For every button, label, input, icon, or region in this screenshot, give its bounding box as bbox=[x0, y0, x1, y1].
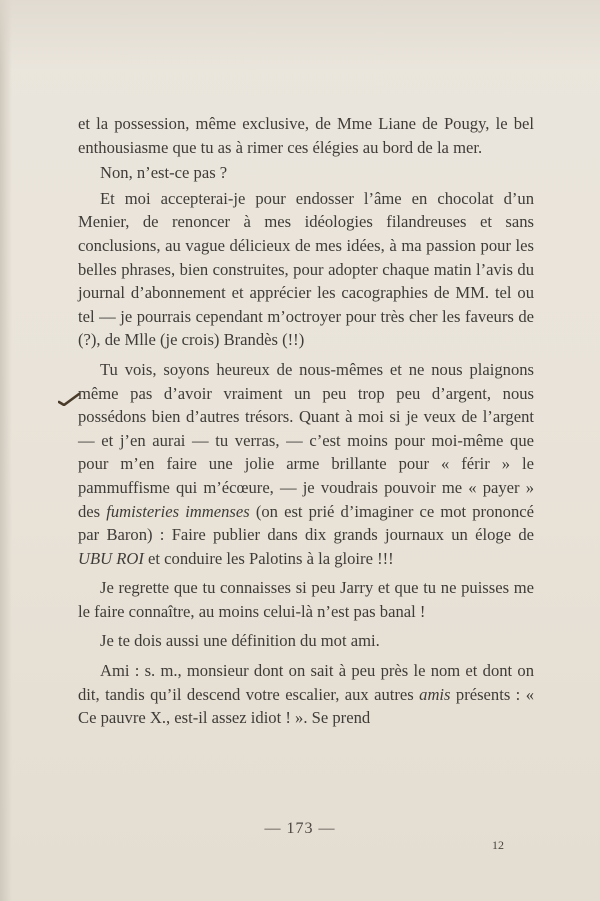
paragraph-4-italic-1: fumisteries immenses bbox=[106, 501, 250, 521]
pencil-check-mark-icon bbox=[58, 392, 80, 406]
paragraph-7-text-a: Ami : s. m., monsieur dont on sait à peu près le nom et dont on dit, tandis qu’il descend votre escalier, aux autres bbox=[78, 661, 534, 704]
paragraph-4-text-a: Tu vois, soyons heureux de nous-mêmes et ne nous plaignons même pas d’avoir vraiment un peu trop peu d’argent, nous possédons bien d’autres trésors. Quant à moi si je veux de l’argent — et j’en aurai — tu verras, — c’est moins pour moi-même que pour m’en faire une jolie arme brillante pour « férir » le pammuffisme qui m’écœure, — je voudrais pouvoir me « payer » des bbox=[78, 359, 534, 521]
page-text bbox=[78, 112, 534, 730]
paragraph-6: Je te dois aussi une définition du mot ami. bbox=[100, 631, 380, 651]
paragraph-7 bbox=[78, 659, 534, 730]
paragraph-1: et la possession, même exclusive, de Mme Liane de Pougy, le bel enthousiasme que tu as à rimer ces élégies au bord de la mer. bbox=[78, 114, 534, 157]
paragraph-4-text-c: et conduire les Palotins à la gloire !!! bbox=[143, 548, 394, 568]
page-top-tint bbox=[0, 0, 600, 70]
paragraph-7-italic: amis bbox=[419, 684, 451, 704]
paragraph-4 bbox=[78, 358, 534, 570]
page-edge-shadow bbox=[0, 0, 12, 901]
page-number: — 173 — bbox=[264, 820, 336, 837]
paragraph-3: Et moi accepterai-je pour endosser l’âme en chocolat d’un Menier, de renoncer à mes idéologies filandreuses et sans conclusions, au vague délicieux de mes idées, à ma passion pour les belles phrases, bien construites, pour adopter chaque matin l’avis du journal d’abonnement et apprécier les cacographies de MM. tel ou tel — je pourrais cependant m’octroyer pour très cher les faveurs de (?), de Mlle (je crois) Brandès (!!) bbox=[78, 188, 534, 350]
paragraph-5: Je regrette que tu connaisses si peu Jarry et que tu ne puisses me le faire connaître, au moins celui-là n’est pas banal ! bbox=[78, 578, 534, 621]
paragraph-4-text-b: (on est prié d’imaginer ce mot prononcé par Baron) : Faire publier dans dix grands journaux un éloge de bbox=[78, 501, 534, 545]
paragraph-4-italic-2: UBU ROI bbox=[78, 548, 144, 568]
paragraph-2: Non, n’est-ce pas ? bbox=[100, 163, 228, 183]
paragraph-7-text-b: présents : « Ce pauvre X., est-il assez idiot ! ». Se prend bbox=[78, 684, 534, 728]
signature-mark: 12 bbox=[492, 838, 504, 852]
